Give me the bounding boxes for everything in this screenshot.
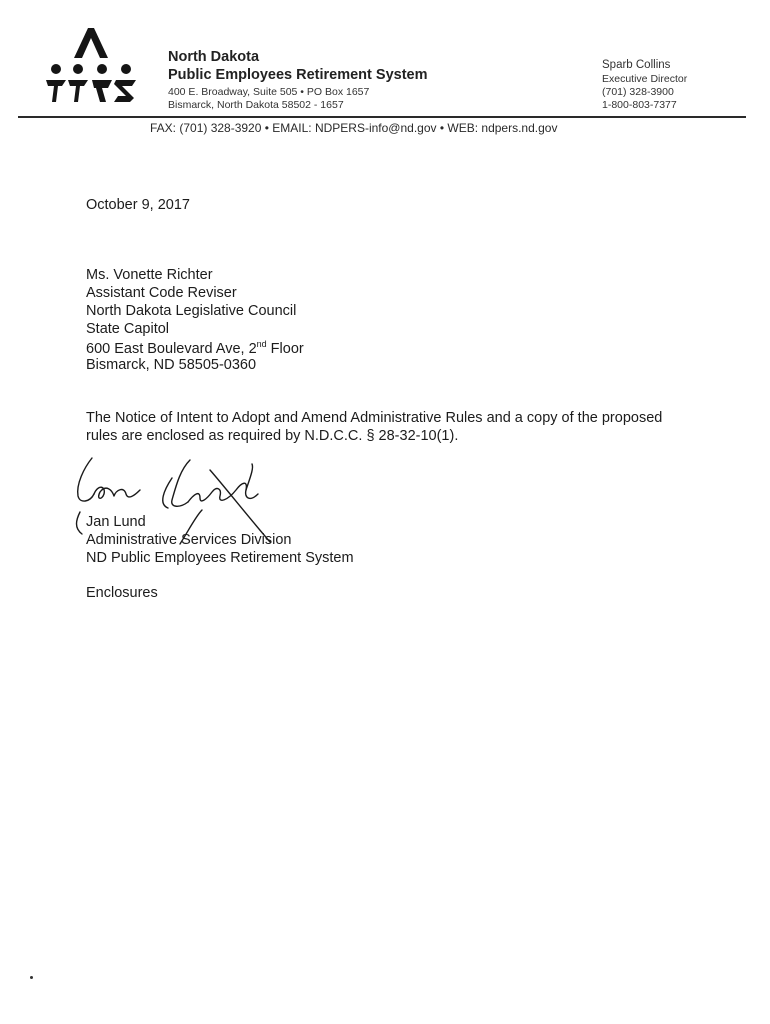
letter-date: October 9, 2017 — [86, 197, 190, 213]
recipient-name: Ms. Vonette Richter — [86, 267, 213, 283]
recipient-city: Bismarck, ND 58505-0360 — [86, 357, 257, 373]
org-address-line1: 400 E. Broadway, Suite 505 • PO Box 1657 — [168, 86, 370, 98]
recipient-street — [86, 339, 304, 357]
signer-name: Jan Lund — [86, 514, 146, 530]
body-line-2: rules are enclosed as required by N.D.C.C. § 28-32-10(1). — [86, 428, 459, 444]
street-text: 600 East Boulevard Ave, 2 — [86, 340, 257, 357]
body-line-1: The Notice of Intent to Adopt and Amend Administrative Rules and a copy of the proposed — [86, 410, 663, 426]
org-full-name: Public Employees Retirement System — [168, 67, 428, 83]
org-address-line2: Bismarck, North Dakota 58502 - 1657 — [168, 99, 344, 111]
scan-speck — [30, 976, 33, 979]
street-floor-suffix: nd — [256, 339, 267, 349]
director-tollfree: 1-800-803-7377 — [602, 99, 677, 111]
signer-title: Administrative Services Division — [86, 532, 292, 548]
ndpers-logo — [40, 22, 140, 112]
enclosures-note: Enclosures — [86, 585, 158, 601]
street-floor: Floor — [266, 340, 304, 357]
director-name: Sparb Collins — [602, 59, 671, 71]
director-title: Executive Director — [602, 73, 688, 85]
director-phone: (701) 328-3900 — [602, 86, 674, 98]
org-name: North Dakota — [168, 49, 260, 65]
letterhead-divider — [18, 116, 746, 118]
recipient-building: State Capitol — [86, 321, 170, 337]
recipient-title: Assistant Code Reviser — [86, 285, 237, 301]
recipient-org: North Dakota Legislative Council — [86, 303, 297, 319]
signer-org: ND Public Employees Retirement System — [86, 550, 354, 566]
letter-body — [86, 409, 726, 445]
contact-line: FAX: (701) 328-3920 • EMAIL: NDPERS-info@nd.gov • WEB: ndpers.nd.gov — [150, 121, 558, 135]
